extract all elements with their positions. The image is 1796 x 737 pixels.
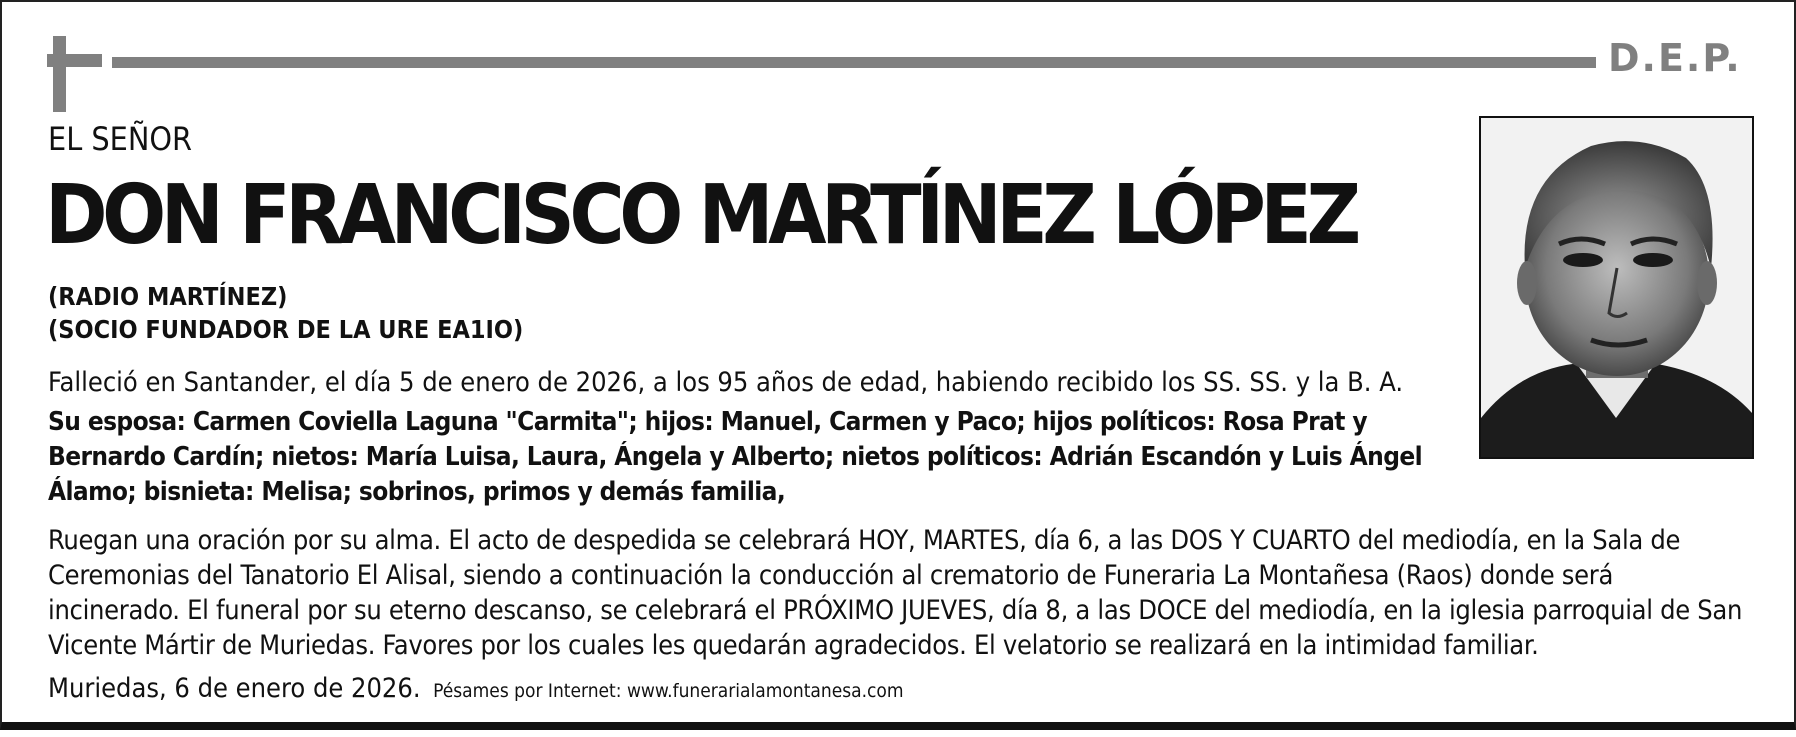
cross-icon-bar <box>47 54 102 67</box>
nickname: (RADIO MARTÍNEZ) <box>48 282 288 311</box>
dep-label: D.E.P. <box>1608 36 1742 80</box>
cross-icon <box>53 36 66 112</box>
footer-line <box>48 673 904 704</box>
family-list: Su esposa: Carmen Coviella Laguna "Carmita"; hijos: Manuel, Carmen y Paco; hijos políticos: Rosa Prat y Bernardo Cardín; nietos: María Luisa, Laura, Ángela y Alberto; nietos políticos: Adrián Escandón y Luis Ángel Álamo; bisnieta: Melisa; sobrinos, primos y demás familia, <box>48 407 1423 507</box>
title-prefix: EL SEÑOR <box>48 120 193 158</box>
death-notice: Falleció en Santander, el día 5 de enero de 2026, a los 95 años de edad, habiendo recibido los SS. SS. y la B. A. <box>48 367 1404 398</box>
portrait-photo <box>1479 116 1754 459</box>
place-date: Muriedas, 6 de enero de 2026. <box>48 673 421 704</box>
portrait-image <box>1481 118 1752 457</box>
header-rule <box>112 57 1596 68</box>
ceremony-details: Ruegan una oración por su alma. El acto de despedida se celebrará HOY, MARTES, día 6, a las DOS Y CUARTO del mediodía, en la Sala de Ceremonias del Tanatorio El Alisal, siendo a continuación la conducción al crematorio de Funeraria La Montañesa (Raos) donde será incinerado. El funeral por su eterno descanso, se celebrará el PRÓXIMO JUEVES, día 8, a las DOCE del mediodía, en la iglesia parroquial de San Vicente Mártir de Muriedas. Favores por los cuales les quedarán agradecidos. El velatorio se realizará en la intimidad familiar. <box>48 525 1743 661</box>
condolences-link[interactable]: Pésames por Internet: www.funerarialamontanesa.com <box>433 680 904 702</box>
role-note: (SOCIO FUNDADOR DE LA URE EA1IO) <box>48 315 524 344</box>
deceased-name: DON FRANCISCO MARTÍNEZ LÓPEZ <box>45 168 1356 263</box>
